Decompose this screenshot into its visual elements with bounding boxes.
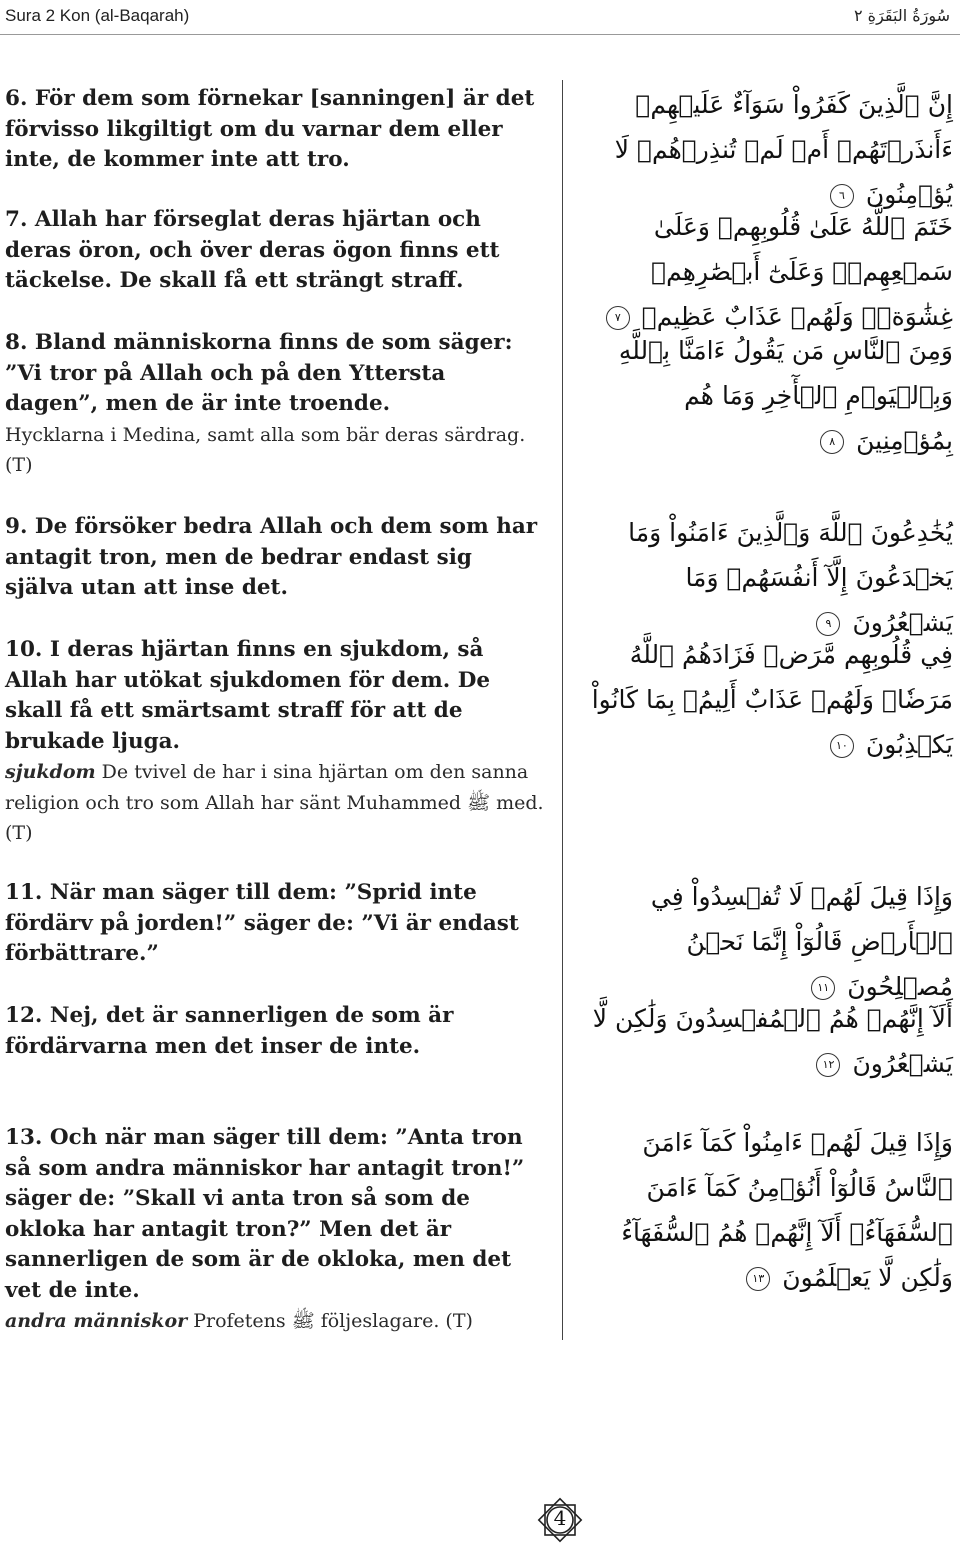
arabic-text: يُخَٰدِعُونَ ٱللَّهَ وَٱلَّذِينَ ءَامَنُواْ وَمَا يَخۡدَعُونَ إِلَّآ أَنفُسَهُمۡ وَمَا يَشۡعُرُونَ xyxy=(628,518,953,637)
verse-note: Hycklarna i Medina, samt alla som bär deras särdrag. (T) xyxy=(5,423,526,476)
note-text: De tvivel de har i sina hjärtan om den sanna religion och tro som Allah har sänt Muhammed ﷺ med. (T) xyxy=(5,761,544,844)
verse-number-marker: ٨ xyxy=(820,430,844,454)
note-text: Profetens ﷺ följeslagare. (T) xyxy=(193,1310,473,1332)
note-term: sjukdom xyxy=(5,761,96,783)
verse-number-marker: ١١ xyxy=(811,976,835,1000)
verse-number-marker: ١٣ xyxy=(746,1267,770,1291)
note-term: andra människor xyxy=(5,1310,188,1332)
verse-6-translation xyxy=(5,84,545,176)
verse-text: 6. För dem som förnekar [sanningen] är det förvisso likgiltigt om du varnar dem eller inte, de kommer inte att tro. xyxy=(5,86,535,172)
verse-13-arabic xyxy=(585,1120,953,1300)
verse-number-marker: ١٢ xyxy=(816,1053,840,1077)
verse-7-arabic xyxy=(585,204,953,339)
column-divider xyxy=(562,80,563,1340)
verse-12-translation xyxy=(5,1001,545,1062)
verse-10-translation xyxy=(5,635,545,849)
verse-text: 12. Nej, det är sannerligen de som är fördärvarna men det inser de inte. xyxy=(5,1003,454,1059)
verse-6-arabic xyxy=(585,82,953,217)
verse-7-translation xyxy=(5,205,545,297)
verse-number-marker: ١٠ xyxy=(830,734,854,758)
surah-title-swedish: Sura 2 Kon (al-Baqarah) xyxy=(5,6,190,25)
verse-8-translation xyxy=(5,328,545,481)
arabic-text: أَلَآ إِنَّهُمۡ هُمُ ٱلۡمُفۡسِدُونَ وَلَٰكِن لَّا يَشۡعُرُونَ xyxy=(592,1004,953,1078)
arabic-text: وَإِذَا قِيلَ لَهُمۡ ءَامِنُواْ كَمَآ ءَامَنَ ٱلنَّاسُ قَالُوٓاْ أَنُؤۡمِنُ كَمَآ ءَامَنَ ٱلسُّفَهَآءُۗ أَلَآ إِنَّهُمۡ هُمُ ٱلسُّفَهَآءُ وَلَٰكِن لَّا يَعۡلَمُونَ xyxy=(621,1128,953,1292)
header-rule xyxy=(0,34,960,35)
verse-text: 13. Och när man säger till dem: ”Anta tron så som andra människor har antagit tron!” säger de: ”Skall vi anta tron så som de okloka har antagit tron?” Men det är sannerligen de som är de okloka, men det vet de inte. xyxy=(5,1125,525,1303)
verse-text: 8. Bland människorna finns de som säger: ”Vi tror på Allah och på den Yttersta dagen”, men de är inte troende. xyxy=(5,330,513,416)
arabic-text: وَمِنَ ٱلنَّاسِ مَن يَقُولُ ءَامَنَّا بِٱللَّهِ وَبِٱلۡيَوۡمِ ٱلۡأٓخِرِ وَمَا هُم بِمُؤۡمِنِينَ xyxy=(618,336,953,455)
verse-8-arabic xyxy=(585,328,953,463)
arabic-text: خَتَمَ ٱللَّهُ عَلَىٰ قُلُوبِهِمۡ وَعَلَىٰ سَمۡعِهِمۡۖ وَعَلَىٰٓ أَبۡصَٰرِهِمۡ غِشَٰوَةٞۖ وَلَهُمۡ عَذَابٌ عَظِيمٞ xyxy=(641,212,953,331)
verse-number-marker: ٧ xyxy=(606,306,630,330)
page-number xyxy=(532,1492,588,1548)
verse-text: 11. När man säger till dem: ”Sprid inte fördärv på jorden!” säger de: ”Vi är endast förbättrare.” xyxy=(5,880,519,966)
verse-text: 7. Allah har förseglat deras hjärtan och deras öron, och över deras ögon finns ett täckelse. De skall få ett strängt straff. xyxy=(5,207,500,293)
verse-number-marker: ٩ xyxy=(816,612,840,636)
verse-10-arabic xyxy=(585,632,953,767)
verse-9-translation xyxy=(5,512,545,604)
verse-9-arabic xyxy=(585,510,953,645)
verse-11-arabic xyxy=(585,874,953,1009)
verse-note xyxy=(5,1306,545,1337)
verse-13-translation xyxy=(5,1123,545,1337)
verse-text: 10. I deras hjärtan finns en sjukdom, så Allah har utökat sjukdomen för dem. De skall få ett smärtsamt straff för att de brukade ljuga. xyxy=(5,637,491,754)
surah-title-arabic: سُورَةُ البَقَرَةِ ٢ xyxy=(854,6,950,25)
verse-number-marker: ٦ xyxy=(830,184,854,208)
arabic-text: فِي قُلُوبِهِم مَّرَضٞ فَزَادَهُمُ ٱللَّهُ مَرَضٗاۖ وَلَهُمۡ عَذَابٌ أَلِيمُۢ بِمَا كَانُواْ يَكۡذِبُونَ xyxy=(591,640,953,759)
arabic-text: وَإِذَا قِيلَ لَهُمۡ لَا تُفۡسِدُواْ فِي ٱلۡأَرۡضِ قَالُوٓاْ إِنَّمَا نَحۡنُ مُصۡلِحُونَ xyxy=(650,882,953,1001)
arabic-text: إِنَّ ٱلَّذِينَ كَفَرُواْ سَوَآءٌ عَلَيۡهِمۡ ءَأَنذَرۡتَهُمۡ أَمۡ لَمۡ تُنذِرۡهُمۡ لَا يُؤۡمِنُونَ xyxy=(614,90,953,209)
verse-11-translation xyxy=(5,878,545,970)
verse-note xyxy=(5,757,545,849)
page-header xyxy=(0,0,960,36)
page-number-text: 4 xyxy=(553,1506,567,1530)
verse-text: 9. De försöker bedra Allah och dem som har antagit tron, men de bedrar endast sig själva utan att inse det. xyxy=(5,514,538,600)
verse-12-arabic xyxy=(585,996,953,1086)
